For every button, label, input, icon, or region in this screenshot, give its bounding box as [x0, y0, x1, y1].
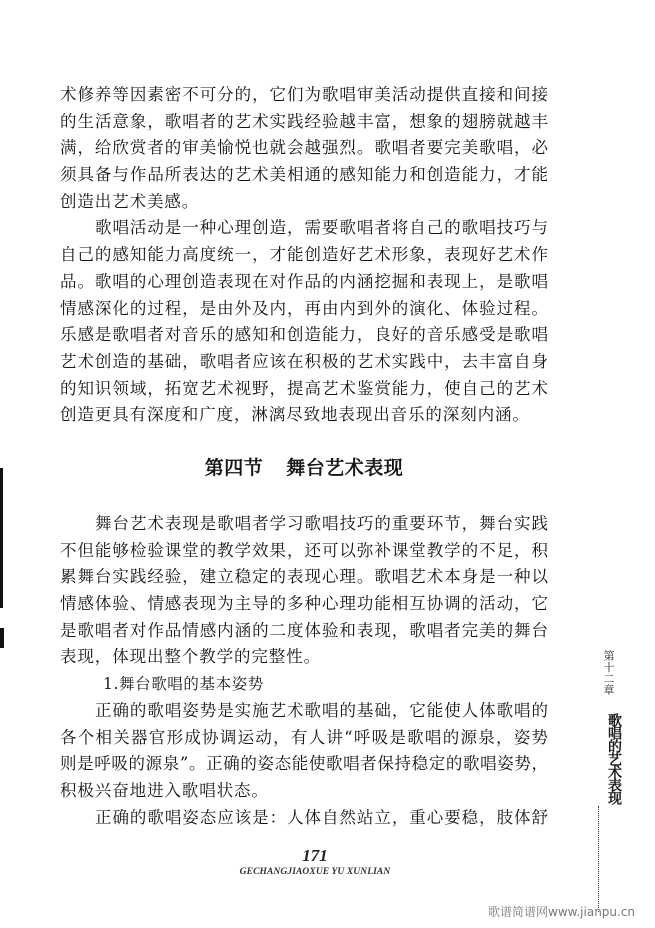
- text-line: 须具备与作品所表达的艺术美相通的感知能力和创造能力，才能: [60, 165, 548, 185]
- text-line: 则是呼吸的源泉”。正确的姿态能使歌唱者保持稳定的歌唱姿势，: [60, 754, 548, 774]
- text-line: 自己的感知能力高度统一，才能创造好艺术形象，表现好艺术作: [60, 245, 548, 265]
- chapter-tab-title: 歌唱的艺术表现: [606, 713, 622, 804]
- text-line: 歌唱活动是一种心理创造，需要歌唱者将自己的歌唱技巧与: [95, 218, 548, 238]
- scan-edge-mark: [0, 468, 3, 608]
- text-line: 是歌唱者对作品情感内涵的二度体验和表现，歌唱者完美的舞台: [60, 620, 548, 640]
- running-footer-title: GECHANGJIAOXUE YU XUNLIAN: [239, 867, 391, 877]
- body-text-section-1: [60, 82, 548, 429]
- text-line: 累舞台实践经验，建立稳定的表现心理。歌唱艺术本身是一种以: [60, 567, 548, 587]
- text-line: 情感深化的过程，是由外及内，再由内到外的演化、体验过程。: [60, 298, 548, 318]
- scan-edge-mark: [0, 628, 4, 648]
- text-line: 正确的歌唱姿势是实施艺术歌唱的基础，它能使人体歌唱的: [95, 700, 548, 720]
- subsection-heading: 1.舞台歌唱的基本姿势: [103, 675, 264, 694]
- text-line: 创造出艺术美感。: [60, 191, 200, 211]
- text-line: 创造更具有深度和广度，淋漓尽致地表现出音乐的深刻内涵。: [60, 405, 530, 425]
- watermark-site-name: 歌谱简谱网: [488, 905, 549, 919]
- text-line: 乐感是歌唱者对音乐的感知和创造能力，良好的音乐感受是歌唱: [60, 325, 548, 345]
- chapter-tab-label: 第十二章: [602, 650, 615, 696]
- body-text-section-2: [60, 511, 548, 831]
- text-line: 品。歌唱的心理创造表现在对作品的内涵挖掘和表现上，是歌唱: [60, 271, 548, 291]
- text-line: 艺术创造的基础，歌唱者应该在积极的艺术实践中，去丰富自身: [60, 351, 548, 371]
- text-line: 满，给欣赏者的审美愉悦也就会越强烈。歌唱者要完美歌唱，必: [60, 138, 548, 158]
- text-line: 舞台艺术表现是歌唱者学习歌唱技巧的重要环节，舞台实践: [95, 514, 548, 533]
- text-line: 不但能够检验课堂的教学效果，还可以弥补课堂教学的不足，积: [60, 540, 548, 560]
- chapter-tab-dotted-rule: [598, 806, 599, 912]
- text-line: 积极兴奋地进入歌唱状态。: [60, 780, 269, 800]
- text-line: 正确的歌唱姿态应该是：人体自然站立，重心要稳，肢体舒: [95, 807, 548, 827]
- section-number: 第四节: [204, 457, 264, 479]
- text-line: 术修养等因素密不可分的，它们为歌唱审美活动提供直接和间接: [60, 85, 548, 104]
- text-line: 表现，体现出整个教学的完整性。: [60, 647, 321, 667]
- watermark-url: www.jianpu.cn: [548, 905, 636, 919]
- text-line: 的生活意象，歌唱者的艺术实践经验越丰富，想象的翅膀就越丰: [60, 111, 548, 131]
- watermark: [488, 903, 635, 920]
- page-number: 171: [302, 846, 328, 865]
- section-heading: [60, 455, 548, 481]
- section-title: 舞台艺术表现: [286, 457, 404, 479]
- text-line: 情感体验、情感表现为主导的多种心理功能相互协调的活动，它: [60, 594, 548, 614]
- text-line: 各个相关器官形成协调运动，有人讲“呼吸是歌唱的源泉，姿势: [60, 727, 548, 747]
- text-line: 的知识领域，拓宽艺术视野，提高艺术鉴赏能力，使自己的艺术: [60, 378, 548, 398]
